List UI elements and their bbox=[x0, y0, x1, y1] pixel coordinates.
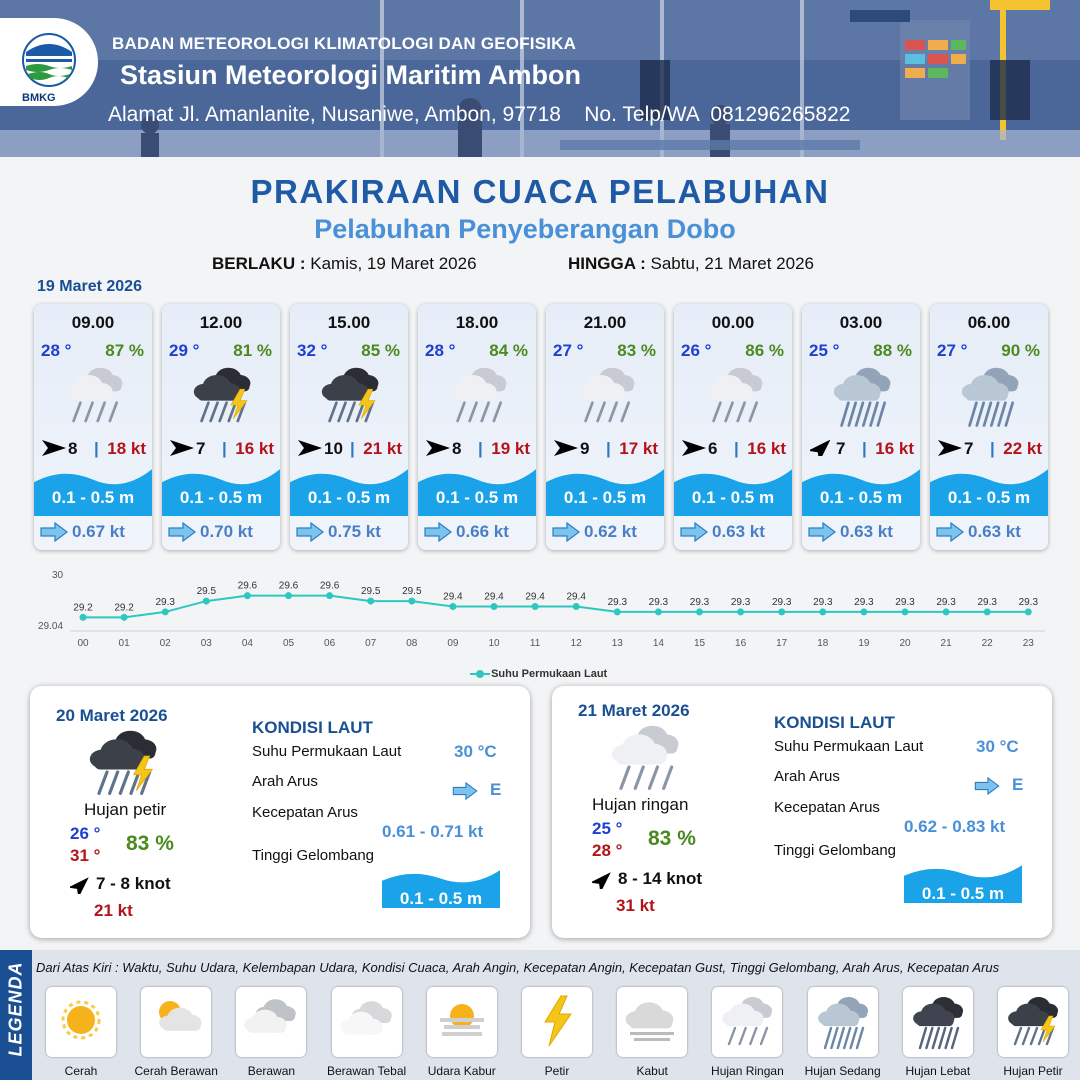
x-tick-label: 02 bbox=[159, 638, 171, 649]
thunderstorm-icon bbox=[312, 362, 388, 430]
x-tick-label: 14 bbox=[652, 638, 664, 649]
card-weather-icon bbox=[568, 362, 644, 430]
card-gust: 22 kt bbox=[1003, 439, 1042, 458]
legend-label: Berawan Tebal bbox=[327, 1064, 407, 1078]
y-tick-label: 29.04 bbox=[38, 621, 64, 632]
card-temperature: 27 ° bbox=[937, 341, 968, 360]
data-point bbox=[532, 603, 539, 610]
card-temperature: 32 ° bbox=[297, 341, 328, 360]
card-weather-icon bbox=[824, 362, 900, 430]
card-wind-arrow bbox=[426, 440, 450, 456]
data-label: 29.4 bbox=[443, 591, 463, 603]
current-direction-icon bbox=[452, 782, 478, 800]
wave-height-value: 0.1 - 0.5 m bbox=[399, 889, 483, 908]
card-current-arrow bbox=[424, 522, 452, 542]
x-tick-label: 15 bbox=[693, 638, 706, 649]
card-time: 15.00 bbox=[327, 313, 371, 332]
data-label: 29.3 bbox=[648, 596, 669, 608]
data-label: 29.3 bbox=[1018, 596, 1039, 608]
card-separator: | bbox=[478, 439, 483, 458]
wind-direction-icon bbox=[682, 440, 706, 456]
legend-item-lightning bbox=[522, 987, 592, 1057]
current-speed-label: Kecepatan Arus bbox=[774, 799, 880, 816]
card-wind-speed: 9 bbox=[580, 439, 590, 458]
hourly-card bbox=[418, 304, 536, 550]
legend-title: LEGENDA bbox=[5, 961, 26, 1057]
light-rain-icon bbox=[600, 719, 690, 799]
data-label: 29.5 bbox=[402, 586, 422, 598]
header-banner bbox=[0, 0, 1080, 157]
hourly-card bbox=[546, 304, 664, 550]
card-current-arrow bbox=[40, 522, 68, 542]
card-humidity: 88 % bbox=[873, 341, 912, 360]
wind-direction-icon bbox=[42, 440, 66, 456]
legend-label: Cerah bbox=[64, 1064, 98, 1078]
legend-item-fog bbox=[617, 987, 687, 1057]
x-tick-label: 18 bbox=[817, 638, 829, 649]
card-wind-speed: 7 bbox=[196, 439, 206, 458]
card-wind-arrow bbox=[170, 440, 194, 456]
hourly-forecast-cards bbox=[34, 304, 1054, 550]
x-tick-label: 23 bbox=[1022, 638, 1034, 649]
legend-item-cloudy bbox=[236, 987, 306, 1057]
data-label: 29.4 bbox=[484, 591, 504, 603]
panel-weather-icon bbox=[78, 724, 168, 804]
card-time: 12.00 bbox=[199, 313, 243, 332]
card-wave-height: 0.1 - 0.5 m bbox=[691, 488, 775, 507]
card-current-speed: 0.63 kt bbox=[712, 522, 765, 541]
data-point bbox=[1025, 608, 1032, 615]
panel-gust: 31 kt bbox=[616, 896, 655, 915]
card-wave-height: 0.1 - 0.5 m bbox=[51, 488, 135, 507]
card-wind-speed: 7 bbox=[964, 439, 974, 458]
wind-direction-icon bbox=[426, 440, 450, 456]
card-gust: 18 kt bbox=[107, 439, 146, 458]
validity-to-value: Sabtu, 21 Maret 2026 bbox=[650, 254, 815, 273]
card-current-arrow bbox=[936, 522, 964, 542]
thunderstorm-icon bbox=[1003, 992, 1063, 1052]
card-separator: | bbox=[94, 439, 99, 458]
data-label: 29.2 bbox=[73, 602, 93, 614]
wind-direction-icon bbox=[592, 871, 614, 889]
hourly-card bbox=[674, 304, 792, 550]
lightning-icon bbox=[527, 992, 587, 1052]
data-point bbox=[80, 614, 87, 621]
current-direction-icon bbox=[168, 522, 196, 542]
data-label: 29.3 bbox=[771, 596, 792, 608]
card-separator: | bbox=[606, 439, 611, 458]
card-wind-arrow bbox=[682, 440, 706, 456]
card-humidity: 85 % bbox=[361, 341, 400, 360]
haze-icon bbox=[432, 992, 492, 1052]
chart-legend-label: Suhu Permukaan Laut bbox=[491, 668, 608, 680]
data-point bbox=[449, 603, 456, 610]
card-gust: 19 kt bbox=[491, 439, 530, 458]
x-tick-label: 16 bbox=[735, 638, 747, 649]
day1-date: 19 Maret 2026 bbox=[37, 278, 142, 295]
cloudy-icon bbox=[241, 992, 301, 1052]
light-rain-icon bbox=[56, 362, 132, 430]
wind-direction-icon bbox=[554, 440, 578, 456]
legend-item-light-rain bbox=[712, 987, 782, 1057]
moderate-rain-icon bbox=[813, 992, 873, 1052]
card-wave-height: 0.1 - 0.5 m bbox=[435, 488, 519, 507]
card-gust: 21 kt bbox=[363, 439, 402, 458]
panel-weather-icon bbox=[600, 719, 690, 799]
data-point bbox=[367, 598, 374, 605]
day2-panel bbox=[30, 686, 530, 938]
card-weather-icon bbox=[696, 362, 772, 430]
data-label: 29.5 bbox=[196, 586, 217, 598]
data-label: 29.3 bbox=[895, 596, 915, 608]
hourly-card bbox=[162, 304, 280, 550]
current-direction-value: E bbox=[490, 780, 502, 799]
current-direction-label: Arah Arus bbox=[774, 768, 840, 785]
data-point bbox=[696, 608, 703, 615]
card-humidity: 86 % bbox=[745, 341, 784, 360]
card-current-speed: 0.63 kt bbox=[968, 522, 1021, 541]
data-point bbox=[737, 608, 744, 615]
legend-bar bbox=[0, 950, 1080, 1080]
card-gust: 16 kt bbox=[235, 439, 274, 458]
card-current-speed: 0.62 kt bbox=[584, 522, 637, 541]
card-time: 09.00 bbox=[71, 313, 115, 332]
card-current-speed: 0.63 kt bbox=[840, 522, 893, 541]
bmkg-emblem-icon bbox=[18, 32, 80, 88]
x-tick-label: 07 bbox=[365, 638, 377, 649]
card-weather-icon bbox=[952, 362, 1028, 430]
data-label: 29.4 bbox=[525, 591, 545, 603]
card-current-arrow bbox=[296, 522, 324, 542]
panel-condition: Hujan ringan bbox=[592, 795, 689, 814]
series-line bbox=[83, 596, 1028, 618]
data-label: 29.3 bbox=[607, 596, 628, 608]
light-rain-icon bbox=[440, 362, 516, 430]
data-point bbox=[573, 603, 580, 610]
legend-label: Cerah Berawan bbox=[134, 1064, 218, 1078]
card-separator: | bbox=[990, 439, 995, 458]
current-direction-icon bbox=[552, 522, 580, 542]
card-wind-speed: 8 bbox=[68, 439, 78, 458]
card-wave-height: 0.1 - 0.5 m bbox=[947, 488, 1031, 507]
card-wave-height: 0.1 - 0.5 m bbox=[563, 488, 647, 507]
data-point bbox=[655, 608, 662, 615]
hourly-card bbox=[34, 304, 152, 550]
data-point bbox=[285, 592, 292, 599]
data-label: 29.3 bbox=[730, 596, 751, 608]
panel-date: 21 Maret 2026 bbox=[578, 701, 690, 720]
validity-to bbox=[568, 254, 814, 274]
card-wind-arrow bbox=[554, 440, 578, 456]
card-temperature: 29 ° bbox=[169, 341, 200, 360]
panel-date: 20 Maret 2026 bbox=[56, 706, 168, 725]
sunny-icon bbox=[51, 992, 111, 1052]
legend-item-heavy-rain bbox=[903, 987, 973, 1057]
page-subtitle: Pelabuhan Penyeberangan Dobo bbox=[314, 214, 736, 244]
wave-height-value: 0.1 - 0.5 m bbox=[921, 884, 1005, 903]
legend-label: Udara Kabur bbox=[427, 1064, 496, 1078]
panel-temp-max: 31 ° bbox=[70, 846, 101, 865]
x-tick-label: 19 bbox=[858, 638, 870, 649]
card-humidity: 81 % bbox=[233, 341, 272, 360]
current-direction-arrow bbox=[974, 777, 1000, 795]
panel-wind-arrow bbox=[592, 871, 614, 889]
heavy-rain-icon bbox=[908, 992, 968, 1052]
legend-note: Dari Atas Kiri : Waktu, Suhu Udara, Kelembapan Udara, Kondisi Cuaca, Arah Angin, Kecepatan Angin, Kecepatan Gust, Tinggi Gelombang, Arah Arus, Kecepatan Arus bbox=[36, 960, 1000, 975]
card-gust: 16 kt bbox=[747, 439, 786, 458]
x-tick-label: 13 bbox=[611, 638, 623, 649]
address-line: Alamat Jl. Amanlanite, Nusaniwe, Ambon, 97718 No. Telp/WA 081296265822 bbox=[108, 103, 851, 126]
panel-temp-min: 26 ° bbox=[70, 824, 101, 843]
data-label: 29.5 bbox=[360, 586, 381, 598]
card-humidity: 90 % bbox=[1001, 341, 1040, 360]
current-direction-arrow bbox=[452, 782, 478, 800]
data-point bbox=[244, 592, 251, 599]
card-wind-speed: 8 bbox=[452, 439, 462, 458]
wind-direction-icon bbox=[70, 876, 92, 894]
card-temperature: 25 ° bbox=[809, 341, 840, 360]
data-point bbox=[902, 608, 909, 615]
card-time: 03.00 bbox=[839, 313, 883, 332]
x-tick-label: 08 bbox=[406, 638, 418, 649]
data-point bbox=[778, 608, 785, 615]
x-tick-label: 05 bbox=[282, 638, 295, 649]
panel-humidity: 83 % bbox=[126, 832, 174, 855]
x-tick-label: 11 bbox=[529, 638, 541, 649]
card-weather-icon bbox=[184, 362, 260, 430]
current-direction-icon bbox=[40, 522, 68, 542]
card-wind-arrow bbox=[938, 440, 962, 456]
legend-label: Hujan Lebat bbox=[905, 1064, 971, 1078]
data-label: 29.3 bbox=[155, 596, 175, 608]
legend-item-sunny bbox=[46, 987, 116, 1057]
current-direction-icon bbox=[936, 522, 964, 542]
current-direction-icon bbox=[808, 522, 836, 542]
card-humidity: 83 % bbox=[617, 341, 656, 360]
x-tick-label: 06 bbox=[324, 638, 336, 649]
wind-direction-icon bbox=[170, 440, 194, 456]
data-label: 29.6 bbox=[237, 580, 258, 592]
card-wind-speed: 6 bbox=[708, 439, 718, 458]
x-tick-label: 12 bbox=[570, 638, 582, 649]
card-wave-height: 0.1 - 0.5 m bbox=[179, 488, 263, 507]
data-label: 29.6 bbox=[319, 580, 340, 592]
legend-label: Berawan bbox=[247, 1064, 296, 1078]
x-tick-label: 04 bbox=[241, 638, 253, 649]
wave-height-label: Tinggi Gelombang bbox=[774, 842, 897, 859]
card-wave-height: 0.1 - 0.5 m bbox=[819, 488, 903, 507]
card-separator: | bbox=[350, 439, 355, 458]
x-tick-label: 17 bbox=[776, 638, 788, 649]
hourly-card bbox=[290, 304, 408, 550]
card-time: 18.00 bbox=[455, 313, 499, 332]
card-wind-speed: 10 bbox=[324, 439, 343, 458]
current-speed-value: 0.61 - 0.71 kt bbox=[382, 822, 484, 841]
thunderstorm-icon bbox=[78, 724, 168, 804]
partly-cloudy-icon bbox=[146, 992, 206, 1052]
card-weather-icon bbox=[56, 362, 132, 430]
legend-dot bbox=[476, 670, 484, 678]
card-separator: | bbox=[734, 439, 739, 458]
card-wind-arrow bbox=[298, 440, 322, 456]
sea-surface-temp-chart bbox=[0, 560, 1080, 685]
light-rain-icon bbox=[568, 362, 644, 430]
data-point bbox=[614, 608, 621, 615]
data-label: 29.3 bbox=[854, 596, 874, 608]
panel-temp-min: 25 ° bbox=[592, 819, 623, 838]
wind-direction-icon bbox=[938, 440, 962, 456]
panel-temp-max: 28 ° bbox=[592, 841, 623, 860]
data-label: 29.2 bbox=[114, 602, 134, 614]
data-label: 29.3 bbox=[689, 596, 710, 608]
validity-from bbox=[212, 254, 477, 274]
sst-value: 30 °C bbox=[454, 742, 497, 761]
card-time: 21.00 bbox=[583, 313, 627, 332]
current-direction-icon bbox=[296, 522, 324, 542]
card-temperature: 26 ° bbox=[681, 341, 712, 360]
card-temperature: 28 ° bbox=[41, 341, 72, 360]
day3-panel bbox=[552, 686, 1052, 938]
card-gust: 16 kt bbox=[875, 439, 914, 458]
legend-label: Hujan Ringan bbox=[711, 1064, 784, 1078]
data-point bbox=[408, 598, 415, 605]
x-tick-label: 10 bbox=[488, 638, 500, 649]
card-current-speed: 0.66 kt bbox=[456, 522, 509, 541]
current-direction-icon bbox=[974, 777, 1000, 795]
x-tick-label: 03 bbox=[200, 638, 212, 649]
x-tick-label: 00 bbox=[77, 638, 89, 649]
kondisi-laut-title: KONDISI LAUT bbox=[774, 713, 895, 732]
x-tick-label: 20 bbox=[899, 638, 911, 649]
light-rain-icon bbox=[717, 992, 777, 1052]
legend-label: Petir bbox=[544, 1064, 570, 1078]
legend-item-moderate-rain bbox=[808, 987, 878, 1057]
x-tick-label: 01 bbox=[118, 638, 130, 649]
moderate-rain-icon bbox=[952, 362, 1028, 430]
station-name: Stasiun Meteorologi Maritim Ambon bbox=[120, 60, 582, 90]
card-gust: 17 kt bbox=[619, 439, 658, 458]
organization-name: BADAN METEOROLOGI KLIMATOLOGI DAN GEOFISIKA bbox=[112, 34, 577, 53]
sst-value: 30 °C bbox=[976, 737, 1019, 756]
data-point bbox=[491, 603, 498, 610]
data-label: 29.3 bbox=[977, 596, 997, 608]
sst-label: Suhu Permukaan Laut bbox=[774, 738, 924, 755]
current-direction-icon bbox=[680, 522, 708, 542]
fog-icon bbox=[622, 992, 682, 1052]
chart-legend bbox=[470, 668, 607, 680]
card-time: 06.00 bbox=[967, 313, 1011, 332]
card-time: 00.00 bbox=[711, 313, 755, 332]
legend-label: Hujan Sedang bbox=[804, 1064, 881, 1078]
current-direction-icon bbox=[424, 522, 452, 542]
overcast-icon bbox=[337, 992, 397, 1052]
data-point bbox=[860, 608, 867, 615]
wind-direction-icon bbox=[810, 440, 834, 456]
kondisi-laut-title: KONDISI LAUT bbox=[252, 718, 373, 737]
legend-item-thunderstorm bbox=[998, 987, 1068, 1057]
legend-item-haze bbox=[427, 987, 497, 1057]
current-speed-value: 0.62 - 0.83 kt bbox=[904, 817, 1006, 836]
data-point bbox=[326, 592, 333, 599]
panel-wind-speed: 7 - 8 knot bbox=[96, 874, 171, 893]
data-point bbox=[943, 608, 950, 615]
sst-label: Suhu Permukaan Laut bbox=[252, 743, 402, 760]
card-current-arrow bbox=[808, 522, 836, 542]
card-weather-icon bbox=[312, 362, 388, 430]
x-tick-label: 21 bbox=[940, 638, 952, 649]
wind-direction-icon bbox=[298, 440, 322, 456]
card-wind-speed: 7 bbox=[836, 439, 846, 458]
legend-item-partly-cloudy bbox=[141, 987, 211, 1057]
data-label: 29.3 bbox=[936, 596, 956, 608]
hourly-card bbox=[802, 304, 920, 550]
current-speed-label: Kecepatan Arus bbox=[252, 804, 358, 821]
panel-condition: Hujan petir bbox=[84, 800, 167, 819]
data-label: 29.4 bbox=[566, 591, 586, 603]
card-wave-height: 0.1 - 0.5 m bbox=[307, 488, 391, 507]
data-point bbox=[819, 608, 826, 615]
data-point bbox=[121, 614, 128, 621]
data-point bbox=[162, 608, 169, 615]
y-tick-label: 30 bbox=[52, 570, 64, 581]
x-tick-label: 22 bbox=[981, 638, 993, 649]
bmkg-logo bbox=[0, 18, 98, 106]
current-direction-value: E bbox=[1012, 775, 1024, 794]
card-humidity: 87 % bbox=[105, 341, 144, 360]
wave-height-label: Tinggi Gelombang bbox=[252, 847, 375, 864]
current-direction-label: Arah Arus bbox=[252, 773, 318, 790]
card-temperature: 27 ° bbox=[553, 341, 584, 360]
card-wind-arrow bbox=[810, 440, 834, 456]
card-current-arrow bbox=[680, 522, 708, 542]
data-point bbox=[984, 608, 991, 615]
page-title: PRAKIRAAN CUACA PELABUHAN bbox=[250, 173, 830, 210]
data-label: 29.3 bbox=[813, 596, 833, 608]
logo-text: BMKG bbox=[22, 92, 56, 104]
panel-wind-speed: 8 - 14 knot bbox=[618, 869, 703, 888]
validity-from-label: BERLAKU : bbox=[212, 254, 306, 273]
panel-gust: 21 kt bbox=[94, 901, 133, 920]
card-humidity: 84 % bbox=[489, 341, 528, 360]
card-current-speed: 0.75 kt bbox=[328, 522, 381, 541]
light-rain-icon bbox=[696, 362, 772, 430]
moderate-rain-icon bbox=[824, 362, 900, 430]
card-separator: | bbox=[222, 439, 227, 458]
card-wind-arrow bbox=[42, 440, 66, 456]
legend-item-overcast bbox=[332, 987, 402, 1057]
validity-to-label: HINGGA : bbox=[568, 254, 646, 273]
legend-label: Hujan Petir bbox=[1003, 1064, 1063, 1078]
validity-from-value: Kamis, 19 Maret 2026 bbox=[310, 254, 477, 273]
data-point bbox=[203, 598, 210, 605]
card-separator: | bbox=[862, 439, 867, 458]
card-current-arrow bbox=[168, 522, 196, 542]
thunderstorm-icon bbox=[184, 362, 260, 430]
legend-side-tab bbox=[0, 950, 32, 1080]
card-temperature: 28 ° bbox=[425, 341, 456, 360]
card-current-speed: 0.70 kt bbox=[200, 522, 253, 541]
card-current-arrow bbox=[552, 522, 580, 542]
data-label: 29.6 bbox=[278, 580, 299, 592]
hourly-card bbox=[930, 304, 1048, 550]
panel-wind-arrow bbox=[70, 876, 92, 894]
card-current-speed: 0.67 kt bbox=[72, 522, 125, 541]
panel-humidity: 83 % bbox=[648, 827, 696, 850]
x-tick-label: 09 bbox=[447, 638, 459, 649]
card-weather-icon bbox=[440, 362, 516, 430]
legend-label: Kabut bbox=[636, 1064, 668, 1078]
